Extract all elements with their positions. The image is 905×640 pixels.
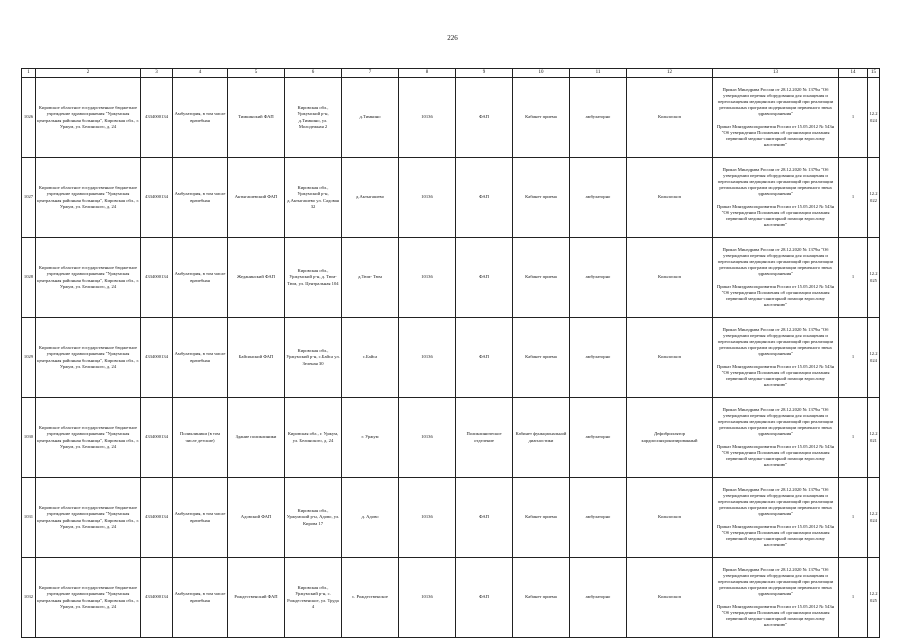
inn-cell: 4334000134 (141, 558, 173, 638)
date-cell: 12.2021 (868, 398, 880, 478)
facility-type-cell: Амбулатория, в том числе врачебная (173, 238, 228, 318)
unit-name-cell: Актыгашевский ФАП (228, 158, 285, 238)
date-cell: 12.2025 (868, 238, 880, 318)
division-type-cell: ФАП (456, 558, 513, 638)
date-cell: 12.2024 (868, 78, 880, 158)
room-cell: Кабинет приема (513, 558, 570, 638)
device-cell: Кольпоскоп (627, 558, 713, 638)
regulation-order-1: Приказ Минздрава России от 28.12.2020 № 1379н "Об утверждении перечня оборудования для оснащения и переоснащения медицинских организаций при реализации региональных программ модернизации первичного звена здравоохранения" (717, 166, 834, 197)
inn-cell: 4334000134 (141, 478, 173, 558)
code-cell: 10136 (399, 398, 456, 478)
table-row (22, 478, 880, 558)
device-cell: Кольпоскоп (627, 158, 713, 238)
organization-cell: Кировское областное государственное бюджетное учреждение здравоохранения "Уржумская центральная районная больница", Кировская обл., г. Уржум, ул. Белинского, д. 24 (36, 238, 141, 318)
division-type-cell: ФАП (456, 238, 513, 318)
date-cell: 12.2022 (868, 158, 880, 238)
table-row (22, 558, 880, 638)
header-cell: 15 (868, 69, 880, 78)
locality-cell: д.Актыгашево (342, 158, 399, 238)
care-condition-cell: амбулаторно (570, 238, 627, 318)
address-cell: Кировская обл., Уржумский р-н, с. Рождественское, ул. Труда 4 (285, 558, 342, 638)
header-cell: 4 (173, 69, 228, 78)
unit-name-cell: Жеданинский ФАП (228, 238, 285, 318)
quantity-cell: 1 (839, 318, 868, 398)
division-type-cell: ФАП (456, 158, 513, 238)
locality-cell: с.Байса (342, 318, 399, 398)
room-cell: Кабинет приема (513, 158, 570, 238)
organization-cell: Кировское областное государственное бюджетное учреждение здравоохранения "Уржумская центральная районная больница", Кировская обл., г. Уржум, ул. Белинского, д. 24 (36, 478, 141, 558)
row-number: 1030 (22, 398, 36, 478)
care-condition-cell: амбулаторно (570, 78, 627, 158)
organization-cell: Кировское областное государственное бюджетное учреждение здравоохранения "Уржумская центральная районная больница", Кировская обл., г. Уржум, ул. Белинского, д. 24 (36, 158, 141, 238)
regulation-order-1: Приказ Минздрава России от 28.12.2020 № 1379н "Об утверждении перечня оборудования для оснащения и переоснащения медицинских организаций при реализации региональных программ модернизации первичного звена здравоохранения" (717, 406, 834, 437)
row-number: 1031 (22, 478, 36, 558)
regulation-cell (713, 238, 839, 318)
organization-cell: Кировское областное государственное бюджетное учреждение здравоохранения "Уржумская центральная районная больница", Кировская обл., г. Уржум, ул. Белинского, д. 24 (36, 558, 141, 638)
room-cell: Кабинет приема (513, 238, 570, 318)
header-cell: 10 (513, 69, 570, 78)
code-cell: 10136 (399, 558, 456, 638)
quantity-cell: 1 (839, 478, 868, 558)
header-cell: 13 (713, 69, 839, 78)
care-condition-cell: амбулаторно (570, 398, 627, 478)
row-number: 1032 (22, 558, 36, 638)
header-cell: 8 (399, 69, 456, 78)
regulation-order-1: Приказ Минздрава России от 28.12.2020 № 1379н "Об утверждении перечня оборудования для оснащения и переоснащения медицинских организаций при реализации региональных программ модернизации первичного звена здравоохранения" (717, 246, 834, 277)
regulation-order-2: Приказ Минздравсоцразвития России от 15.05.2012 № 543н "Об утверждении Положения об организации оказания первичной медико-санитарной помощи взрослому населению" (716, 203, 835, 228)
quantity-cell: 1 (839, 78, 868, 158)
room-cell: Кабинет приема (513, 318, 570, 398)
facility-type-cell: Амбулатория, в том числе врачебная (173, 558, 228, 638)
locality-cell: д.Тюм- Тюм (342, 238, 399, 318)
regulation-cell (713, 398, 839, 478)
inn-cell: 4334000134 (141, 398, 173, 478)
code-cell: 10136 (399, 78, 456, 158)
regulation-cell (713, 478, 839, 558)
regulation-order-2: Приказ Минздравсоцразвития России от 15.05.2012 № 543н "Об утверждении Положения об организации оказания первичной медико-санитарной помощи взрослому населению" (716, 283, 835, 308)
division-type-cell: ФАП (456, 78, 513, 158)
inn-cell: 4334000134 (141, 158, 173, 238)
row-number: 1027 (22, 158, 36, 238)
room-cell: Кабинет функциональной диагностики (513, 398, 570, 478)
address-cell: Кировская обл., Уржумский р-н, д.Актыгашево ул. Садовая 32 (285, 158, 342, 238)
header-cell: 2 (36, 69, 141, 78)
unit-name-cell: Здание поликлиники (228, 398, 285, 478)
organization-cell: Кировское областное государственное бюджетное учреждение здравоохранения "Уржумская центральная районная больница", Кировская обл., г. Уржум, ул. Белинского, д. 24 (36, 78, 141, 158)
regulation-order-2: Приказ Минздравсоцразвития России от 15.05.2012 № 543н "Об утверждении Положения об организации оказания первичной медико-санитарной помощи взрослому населению" (716, 523, 835, 548)
row-number: 1026 (22, 78, 36, 158)
address-cell: Кировская обл., Уржумский р-н, д.Тимкино, ул. Молодежная 2 (285, 78, 342, 158)
unit-name-cell: Адовский ФАП (228, 478, 285, 558)
code-cell: 10136 (399, 238, 456, 318)
header-cell: 7 (342, 69, 399, 78)
equipment-table (21, 68, 880, 638)
header-cell: 12 (627, 69, 713, 78)
page-number: 226 (447, 34, 458, 42)
room-cell: Кабинет приема (513, 478, 570, 558)
device-cell: Кольпоскоп (627, 78, 713, 158)
date-cell: 12.2025 (868, 558, 880, 638)
regulation-cell (713, 318, 839, 398)
facility-type-cell: Амбулатория, в том числе врачебная (173, 78, 228, 158)
header-cell: 1 (22, 69, 36, 78)
code-cell: 10136 (399, 158, 456, 238)
regulation-cell (713, 158, 839, 238)
regulation-order-2: Приказ Минздравсоцразвития России от 15.05.2012 № 543н "Об утверждении Положения об организации оказания первичной медико-санитарной помощи взрослому населению" (716, 603, 835, 628)
locality-cell: с. Рождественское (342, 558, 399, 638)
regulation-order-1: Приказ Минздрава России от 28.12.2020 № 1379н "Об утверждении перечня оборудования для оснащения и переоснащения медицинских организаций при реализации региональных программ модернизации первичного звена здравоохранения" (717, 566, 834, 597)
table-row (22, 398, 880, 478)
inn-cell: 4334000134 (141, 78, 173, 158)
facility-type-cell: Амбулатория, в том числе врачебная (173, 478, 228, 558)
room-cell: Кабинет приема (513, 78, 570, 158)
division-type-cell: ФАП (456, 318, 513, 398)
device-cell: Кольпоскоп (627, 478, 713, 558)
care-condition-cell: амбулаторно (570, 158, 627, 238)
header-cell: 11 (570, 69, 627, 78)
locality-cell: г. Уржум (342, 398, 399, 478)
quantity-cell: 1 (839, 158, 868, 238)
device-cell: Кольпоскоп (627, 318, 713, 398)
code-cell: 10136 (399, 478, 456, 558)
header-cell: 3 (141, 69, 173, 78)
address-cell: Кировская обл., Уржумский р-н, с.Байса ул. Зеленая 30 (285, 318, 342, 398)
address-cell: Кировская обл., г. Уржум, ул. Белинского, д. 24 (285, 398, 342, 478)
care-condition-cell: амбулаторно (570, 558, 627, 638)
organization-cell: Кировское областное государственное бюджетное учреждение здравоохранения "Уржумская центральная районная больница", Кировская обл., г. Уржум, ул. Белинского, д. 24 (36, 318, 141, 398)
regulation-order-1: Приказ Минздрава России от 28.12.2020 № 1379н "Об утверждении перечня оборудования для оснащения и переоснащения медицинских организаций при реализации региональных программ модернизации первичного звена здравоохранения" (717, 326, 834, 357)
inn-cell: 4334000134 (141, 318, 173, 398)
regulation-order-2: Приказ Минздравсоцразвития России от 15.05.2012 № 543н "Об утверждении Положения об организации оказания первичной медико-санитарной помощи взрослому населению" (716, 363, 835, 388)
regulation-order-2: Приказ Минздравсоцразвития России от 15.05.2012 № 543н "Об утверждении Положения об организации оказания первичной медико-санитарной помощи взрослому населению" (716, 443, 835, 468)
header-cell: 6 (285, 69, 342, 78)
address-cell: Кировская обл., Уржумский р-н, д. Тюм- Тюм, ул. Центральная 104 (285, 238, 342, 318)
header-cell: 14 (839, 69, 868, 78)
regulation-order-1: Приказ Минздрава России от 28.12.2020 № 1379н "Об утверждении перечня оборудования для оснащения и переоснащения медицинских организаций при реализации региональных программ модернизации первичного звена здравоохранения" (717, 86, 834, 117)
device-cell: Кольпоскоп (627, 238, 713, 318)
header-cell: 9 (456, 69, 513, 78)
header-cell: 5 (228, 69, 285, 78)
inn-cell: 4334000134 (141, 238, 173, 318)
locality-cell: д.Тимкино (342, 78, 399, 158)
address-cell: Кировская обл., Уржумский р-н, Адово, ул. Кирова 17 (285, 478, 342, 558)
regulation-order-1: Приказ Минздрава России от 28.12.2020 № 1379н "Об утверждении перечня оборудования для оснащения и переоснащения медицинских организаций при реализации региональных программ модернизации первичного звена здравоохранения" (717, 486, 834, 517)
code-cell: 10136 (399, 318, 456, 398)
quantity-cell: 1 (839, 238, 868, 318)
quantity-cell: 1 (839, 558, 868, 638)
facility-type-cell: Амбулатория, в том числе врачебная (173, 318, 228, 398)
date-cell: 12.2024 (868, 478, 880, 558)
row-number: 1029 (22, 318, 36, 398)
table-row (22, 238, 880, 318)
organization-cell: Кировское областное государственное бюджетное учреждение здравоохранения "Уржумская центральная районная больница", Кировская обл., г. Уржум, ул. Белинского, д. 24 (36, 398, 141, 478)
locality-cell: д. Адово (342, 478, 399, 558)
facility-type-cell: Амбулатория, в том числе врачебная (173, 158, 228, 238)
date-cell: 12.2024 (868, 318, 880, 398)
table-row (22, 158, 880, 238)
regulation-order-2: Приказ Минздравсоцразвития России от 15.05.2012 № 543н "Об утверждении Положения об организации оказания первичной медико-санитарной помощи взрослому населению" (716, 123, 835, 148)
regulation-cell (713, 78, 839, 158)
care-condition-cell: амбулаторно (570, 478, 627, 558)
division-type-cell: Поликлиническое отделение (456, 398, 513, 478)
table-row (22, 78, 880, 158)
division-type-cell: ФАП (456, 478, 513, 558)
quantity-cell: 1 (839, 398, 868, 478)
device-cell: Дефибриллятор кардиосинхронизированный (627, 398, 713, 478)
unit-name-cell: Байсинский ФАП (228, 318, 285, 398)
facility-type-cell: Поликлиники (в том числе детские) (173, 398, 228, 478)
column-number-row (22, 69, 880, 78)
unit-name-cell: Тимкинский ФАП (228, 78, 285, 158)
unit-name-cell: Рождественский ФАП (228, 558, 285, 638)
regulation-cell (713, 558, 839, 638)
care-condition-cell: амбулаторно (570, 318, 627, 398)
table-row (22, 318, 880, 398)
row-number: 1028 (22, 238, 36, 318)
